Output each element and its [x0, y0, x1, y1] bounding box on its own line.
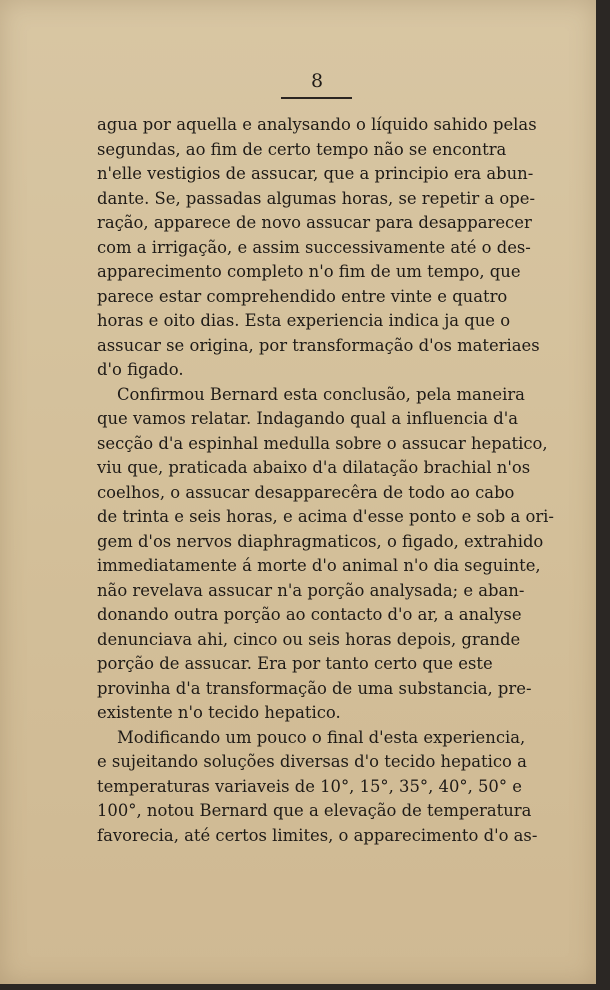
text-line: temperaturas variaveis de 10°, 15°, 35°, 40°, 50° e — [97, 776, 522, 796]
text-line: que vamos relatar. Indagando qual a influencia d'a — [97, 409, 519, 428]
paragraph-3 — [97, 726, 538, 849]
text-line: não revelava assucar n'a porção analysada; e aban- — [97, 580, 525, 600]
text-line: n'elle vestigios de assucar, que a principio era abun- — [97, 164, 534, 183]
text-line: gem d'os nervos diaphragmaticos, o figado, extrahido — [97, 531, 544, 551]
text-line: porção de assucar. Era por tanto certo que este — [97, 654, 493, 673]
text-line: favorecia, até certos limites, o apparecimento d'o as- — [97, 825, 538, 845]
text-line: ração, apparece de novo assucar para desapparecer — [97, 213, 532, 232]
text-line: apparecimento completo n'o fim de um tempo, que — [97, 262, 521, 281]
text-line: donando outra porção ao contacto d'o ar, a analyse — [97, 605, 522, 624]
text-line: secção d'a espinhal medulla sobre o assucar hepatico, — [97, 433, 548, 453]
text-line: e sujeitando soluções diversas d'o tecido hepatico a — [97, 752, 527, 771]
text-line: de trinta e seis horas, e acima d'esse ponto e sob a ori- — [97, 507, 554, 526]
paragraph-2 — [97, 383, 554, 726]
text-line: coelhos, o assucar desapparecêra de todo ao cabo — [97, 482, 515, 502]
paragraph-1 — [97, 113, 540, 383]
text-line: denunciava ahi, cinco ou seis horas depois, grande — [97, 629, 521, 649]
text-line: Modificando um pouco o final d'esta experiencia, — [117, 727, 526, 747]
page-number-rule — [281, 97, 352, 99]
text-line: parece estar comprehendido entre vinte e quatro — [97, 286, 508, 306]
text-line: immediatamente á morte d'o animal n'o dia seguinte, — [97, 556, 541, 575]
text-line: dante. Se, passadas algumas horas, se repetir a ope- — [97, 188, 535, 208]
text-line: horas e oito dias. Esta experiencia indica ja que o — [97, 311, 511, 330]
text-line: Confirmou Bernard esta conclusão, pela maneira — [117, 384, 525, 404]
page-number: 8 — [310, 70, 324, 92]
text-line: existente n'o tecido hepatico. — [97, 703, 341, 722]
text-line: assucar se origina, por transformação d'os materiaes — [97, 335, 540, 355]
text-line: segundas, ao fim de certo tempo não se encontra — [97, 139, 507, 159]
text-line: com a irrigação, e assim successivamente até o des- — [97, 237, 531, 257]
text-line: d'o figado. — [97, 360, 184, 379]
text-line: 100°, notou Bernard que a elevação de temperatura — [97, 801, 532, 820]
text-line: viu que, praticada abaixo d'a dilatação brachial n'os — [97, 458, 531, 477]
text-line: provinha d'a transformação de uma substancia, pre- — [97, 678, 532, 698]
text-line: agua por aquella e analysando o líquido sahido pelas — [97, 115, 537, 134]
body-text — [97, 113, 554, 848]
